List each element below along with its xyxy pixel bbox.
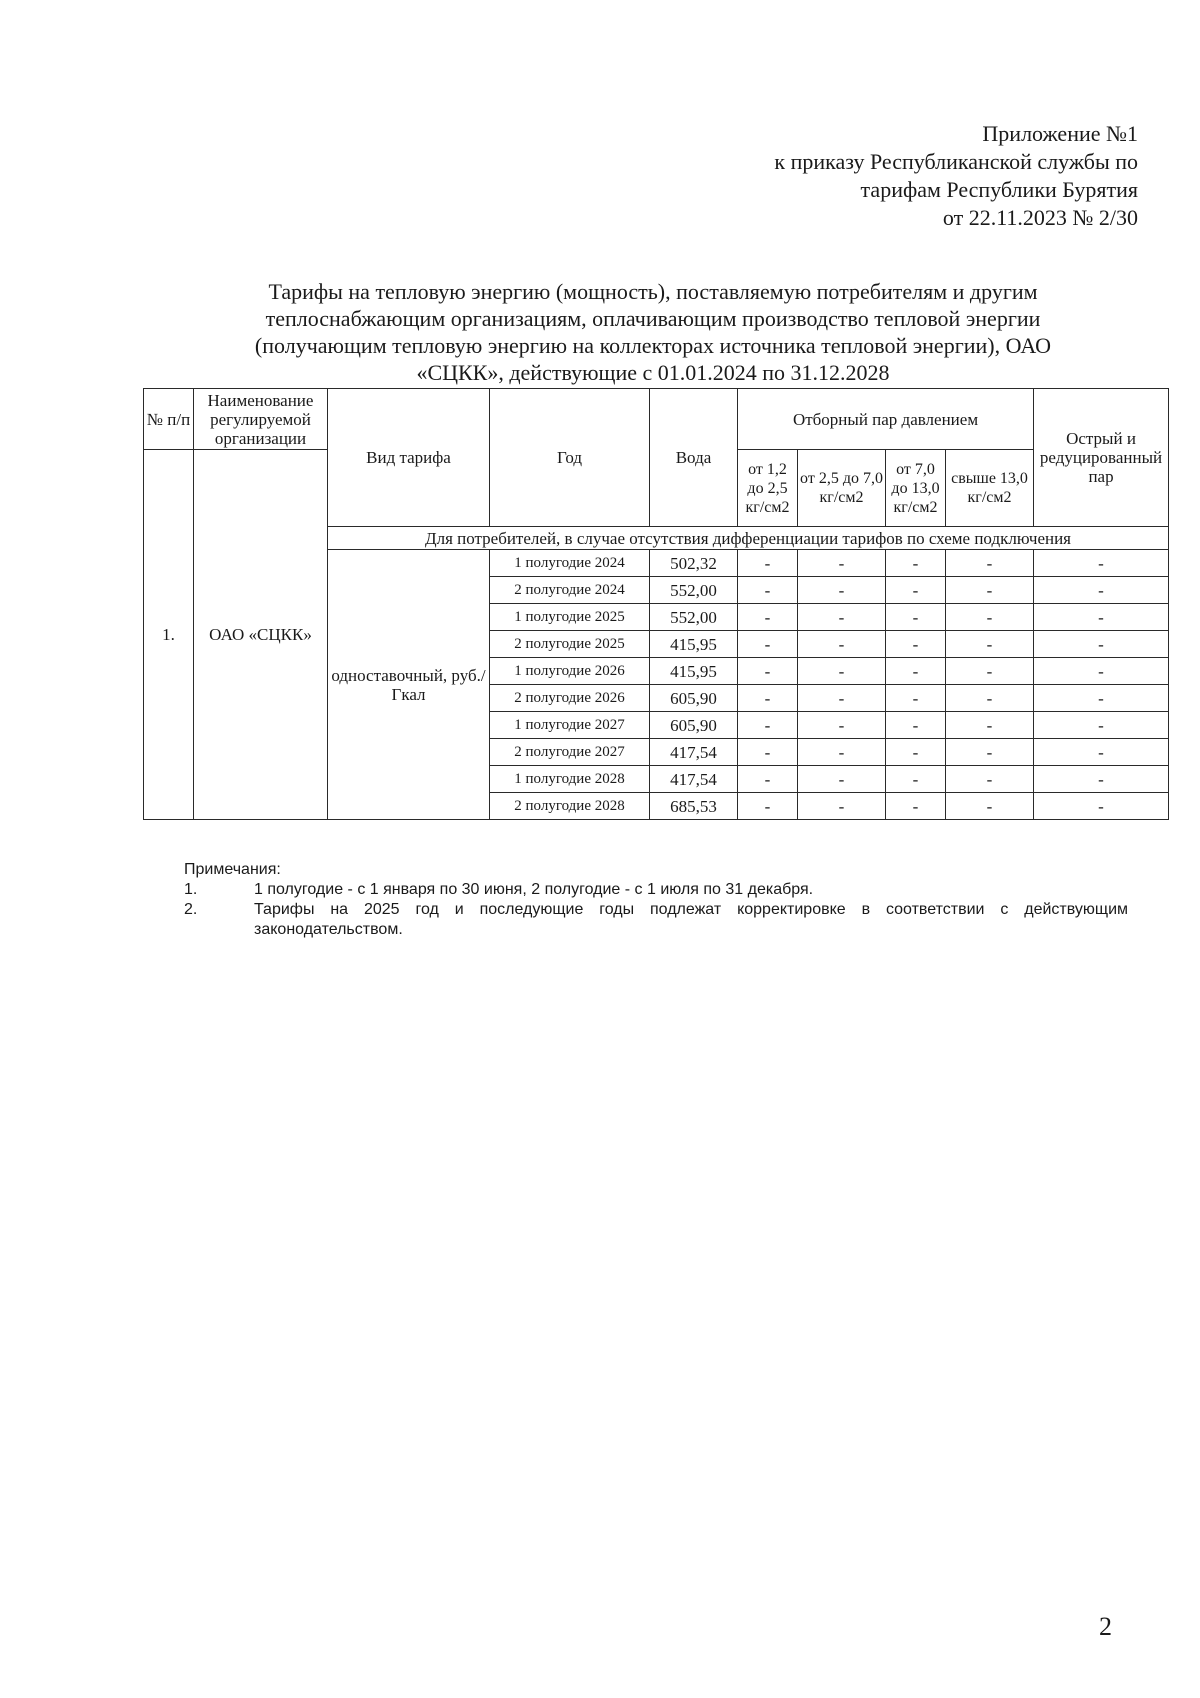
period-cell: 2 полугодие 2028 — [490, 793, 650, 820]
water-cell: 502,32 — [650, 550, 738, 577]
period-cell: 1 полугодие 2028 — [490, 766, 650, 793]
note-item — [184, 880, 1128, 900]
steam-1-cell: - — [738, 739, 798, 766]
period-cell: 1 полугодие 2027 — [490, 712, 650, 739]
header-num: № п/п — [144, 389, 194, 450]
water-cell: 415,95 — [650, 658, 738, 685]
note-text: Тарифы на 2025 год и последующие годы подлежат корректировке в соответствии с действующим законодательством. — [254, 901, 1128, 938]
steam-2-cell: - — [798, 604, 886, 631]
water-cell: 552,00 — [650, 577, 738, 604]
appendix-line: к приказу Республиканской службы по — [774, 149, 1138, 174]
sharp-steam-cell: - — [1034, 550, 1169, 577]
title-line: теплоснабжающим организациям, оплачивающим производство тепловой энергии — [265, 306, 1041, 331]
steam-3-cell: - — [886, 739, 946, 766]
note-text: 1 полугодие - с 1 января по 30 июня, 2 полугодие - с 1 июля по 31 декабря. — [254, 881, 814, 898]
steam-3-cell: - — [886, 658, 946, 685]
appendix-line: Приложение №1 — [982, 121, 1138, 146]
condition-text: Для потребителей, в случае отсутствия дифференциации тарифов по схеме подключения — [328, 527, 1169, 550]
steam-4-cell: - — [946, 658, 1034, 685]
sharp-steam-cell: - — [1034, 685, 1169, 712]
sharp-steam-cell: - — [1034, 577, 1169, 604]
steam-1-cell: - — [738, 658, 798, 685]
header-tariff-type: Вид тарифа — [328, 389, 490, 527]
sharp-steam-cell: - — [1034, 766, 1169, 793]
steam-4-cell: - — [946, 793, 1034, 820]
steam-3-cell: - — [886, 685, 946, 712]
title-line: (получающим тепловую энергию на коллекторах источника тепловой энергии), ОАО — [254, 333, 1052, 358]
appendix-line: от 22.11.2023 № 2/30 — [942, 205, 1138, 230]
steam-4-cell: - — [946, 766, 1034, 793]
note-number: 2. — [184, 901, 198, 918]
steam-4-cell: - — [946, 712, 1034, 739]
steam-2-cell: - — [798, 631, 886, 658]
sharp-steam-cell: - — [1034, 712, 1169, 739]
header-steam-1: от 1,2 до 2,5 кг/см2 — [738, 450, 798, 527]
steam-1-cell: - — [738, 577, 798, 604]
steam-2-cell: - — [798, 766, 886, 793]
steam-2-cell: - — [798, 658, 886, 685]
period-cell: 1 полугодие 2025 — [490, 604, 650, 631]
water-cell: 685,53 — [650, 793, 738, 820]
header-steam-2: от 2,5 до 7,0 кг/см2 — [798, 450, 886, 527]
steam-4-cell: - — [946, 685, 1034, 712]
water-cell: 605,90 — [650, 685, 738, 712]
sharp-steam-cell: - — [1034, 604, 1169, 631]
period-cell: 2 полугодие 2024 — [490, 577, 650, 604]
page-number: 2 — [1099, 1612, 1112, 1641]
note-number: 1. — [184, 881, 198, 898]
steam-2-cell: - — [798, 793, 886, 820]
period-cell: 1 полугодие 2024 — [490, 550, 650, 577]
steam-2-cell: - — [798, 685, 886, 712]
water-cell: 417,54 — [650, 766, 738, 793]
period-cell: 2 полугодие 2025 — [490, 631, 650, 658]
steam-4-cell: - — [946, 739, 1034, 766]
period-cell: 1 полугодие 2026 — [490, 658, 650, 685]
document-title — [180, 278, 1126, 386]
period-cell: 2 полугодие 2027 — [490, 739, 650, 766]
header-organization: Наименование регулируемой организации — [194, 389, 328, 450]
water-cell: 415,95 — [650, 631, 738, 658]
steam-4-cell: - — [946, 577, 1034, 604]
steam-1-cell: - — [738, 604, 798, 631]
steam-3-cell: - — [886, 550, 946, 577]
header-sharp-steam: Острый и редуцированный пар — [1034, 389, 1169, 527]
header-year: Год — [490, 389, 650, 527]
sharp-steam-cell: - — [1034, 631, 1169, 658]
tariff-table — [143, 388, 1169, 820]
steam-4-cell: - — [946, 604, 1034, 631]
steam-1-cell: - — [738, 766, 798, 793]
water-cell: 417,54 — [650, 739, 738, 766]
steam-3-cell: - — [886, 577, 946, 604]
steam-3-cell: - — [886, 766, 946, 793]
header-row — [144, 389, 1169, 450]
steam-1-cell: - — [738, 685, 798, 712]
organization-name: ОАО «СЦКК» — [194, 450, 328, 820]
steam-2-cell: - — [798, 577, 886, 604]
tariff-type-cell: одноставочный, руб./Гкал — [328, 550, 490, 820]
steam-1-cell: - — [738, 712, 798, 739]
steam-1-cell: - — [738, 550, 798, 577]
header-water: Вода — [650, 389, 738, 527]
header-steam-4: свыше 13,0 кг/см2 — [946, 450, 1034, 527]
sharp-steam-cell: - — [1034, 739, 1169, 766]
steam-3-cell: - — [886, 712, 946, 739]
steam-1-cell: - — [738, 631, 798, 658]
period-cell: 2 полугодие 2026 — [490, 685, 650, 712]
note-item — [184, 900, 1128, 940]
steam-4-cell: - — [946, 550, 1034, 577]
sharp-steam-cell: - — [1034, 793, 1169, 820]
steam-1-cell: - — [738, 793, 798, 820]
title-line: Тарифы на тепловую энергию (мощность), поставляемую потребителям и другим — [268, 279, 1038, 304]
steam-2-cell: - — [798, 550, 886, 577]
title-line: «СЦКК», действующие с 01.01.2024 по 31.12.2028 — [416, 360, 890, 385]
header-steam-group: Отборный пар давлением — [738, 389, 1034, 450]
water-cell: 605,90 — [650, 712, 738, 739]
steam-3-cell: - — [886, 631, 946, 658]
steam-4-cell: - — [946, 631, 1034, 658]
notes-heading: Примечания: — [184, 861, 281, 878]
steam-2-cell: - — [798, 739, 886, 766]
header-steam-3: от 7,0 до 13,0 кг/см2 — [886, 450, 946, 527]
row-number: 1. — [144, 450, 194, 820]
appendix-header — [774, 120, 1138, 232]
notes-section — [184, 860, 1128, 940]
steam-2-cell: - — [798, 712, 886, 739]
water-cell: 552,00 — [650, 604, 738, 631]
appendix-line: тарифам Республики Бурятия — [860, 177, 1138, 202]
steam-3-cell: - — [886, 793, 946, 820]
sharp-steam-cell: - — [1034, 658, 1169, 685]
steam-3-cell: - — [886, 604, 946, 631]
